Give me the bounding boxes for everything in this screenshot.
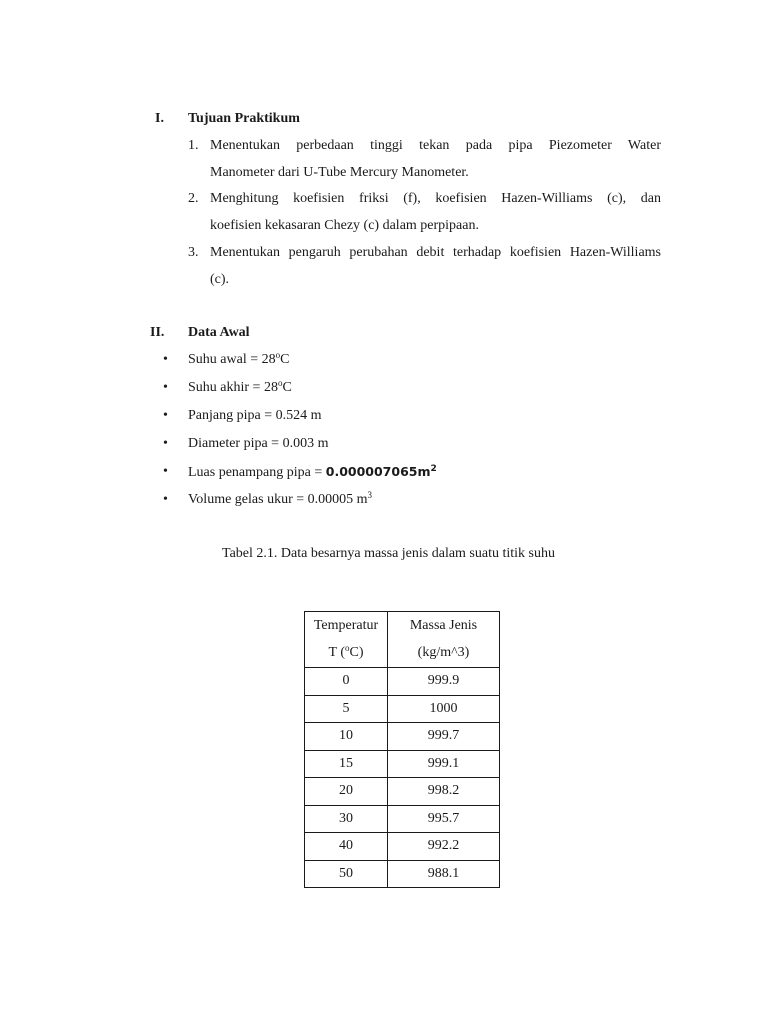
table-cell: 995.7: [388, 805, 500, 833]
density-table: [304, 611, 500, 888]
list-item: Suhu akhir = $28^oC$: [188, 378, 292, 395]
table-header-row: [305, 612, 500, 668]
table-cell: 15: [305, 750, 388, 778]
bullet-icon: •: [163, 380, 168, 395]
table-cell: 0: [305, 668, 388, 696]
list-item: Panjang pipa = 0.524 m: [188, 408, 322, 423]
list-item-number: 3.: [188, 245, 199, 260]
list-item-line: Manometer dari U-Tube Mercury Manometer.: [210, 165, 469, 180]
table-cell: 998.2: [388, 778, 500, 806]
table-cell: 999.9: [388, 668, 500, 696]
list-item-number: 2.: [188, 191, 199, 206]
list-item-line: Menghitung koefisien friksi (f), koefisien Hazen-Williams (c), dan: [210, 191, 661, 206]
table-row: [305, 750, 500, 778]
bullet-icon: •: [163, 436, 168, 451]
list-item-line: Menentukan pengaruh perubahan debit terhadap koefisien Hazen-Williams: [210, 245, 661, 260]
table-caption: Tabel 2.1. Data besarnya massa jenis dalam suatu titik suhu: [222, 546, 555, 561]
bullet-icon: •: [163, 492, 168, 507]
table-row: [305, 778, 500, 806]
column-header-temperature: Temperatur T ($^o$C): [305, 612, 388, 668]
table-row: [305, 805, 500, 833]
table-cell: 992.2: [388, 833, 500, 861]
column-header-density: Massa Jenis (kg/m^3): [388, 612, 500, 668]
list-item-line: (c).: [210, 272, 230, 287]
table-cell: 988.1: [388, 860, 500, 888]
section-1-title: Tujuan Praktikum: [188, 111, 300, 126]
bullet-icon: •: [163, 464, 168, 479]
list-item: Diameter pipa = 0.003 m: [188, 436, 329, 451]
section-1-numeral: I.: [155, 111, 164, 126]
section-2-title: Data Awal: [188, 325, 250, 340]
table-row: [305, 833, 500, 861]
list-item-line: Menentukan perbedaan tinggi tekan pada pipa Piezometer Water: [210, 138, 661, 153]
list-item: Volume gelas ukur = 0.00005 $m^3$: [188, 490, 373, 507]
table-row: [305, 668, 500, 696]
table-row: [305, 695, 500, 723]
table-cell: 20: [305, 778, 388, 806]
table-cell: 30: [305, 805, 388, 833]
table-row: [305, 860, 500, 888]
list-item: Luas penampang pipa = $0.000007065m^2$: [188, 464, 437, 480]
table-cell: 10: [305, 723, 388, 751]
table-cell: 999.7: [388, 723, 500, 751]
bullet-icon: •: [163, 408, 168, 423]
list-item-line: koefisien kekasaran Chezy (c) dalam perpipaan.: [210, 218, 479, 233]
table-cell: 50: [305, 860, 388, 888]
table-cell: 1000: [388, 695, 500, 723]
table-cell: 5: [305, 695, 388, 723]
list-item: Suhu awal = $28^oC$: [188, 350, 290, 367]
table-cell: 999.1: [388, 750, 500, 778]
list-item-number: 1.: [188, 138, 199, 153]
table-row: [305, 723, 500, 751]
section-2-numeral: II.: [150, 325, 165, 340]
bullet-icon: •: [163, 352, 168, 367]
table-cell: 40: [305, 833, 388, 861]
